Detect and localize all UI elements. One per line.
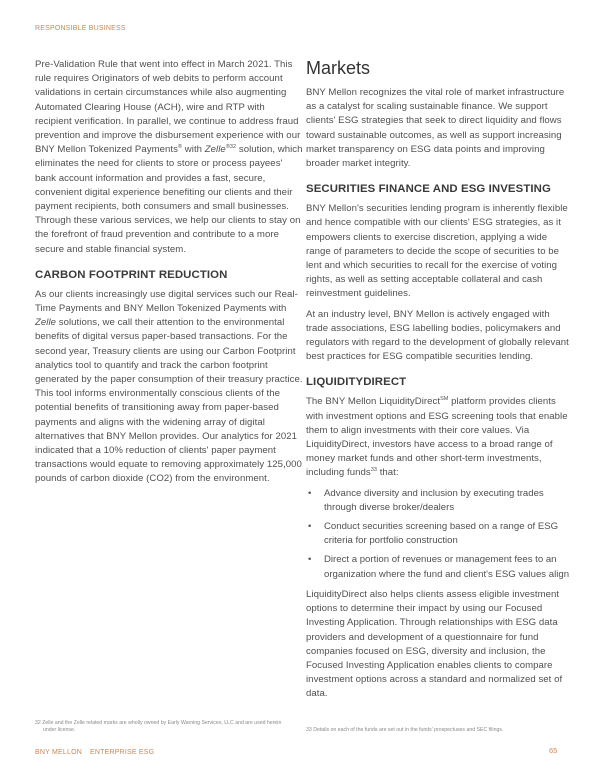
- footer-brand: [35, 749, 154, 756]
- footnote-ref-32: ®32: [225, 144, 237, 151]
- securities-paragraph-1: BNY Mellon's securities lending program is inherently flexible and hence compatible with our clients' ESG strategies, as it empowers clients to exercise discretion, applying a wide range of parameters to decide the scope of securities to be lent and which securities to recall for the exercise of voting rights, as well as setting acceptable collateral and cash reinvestment guidelines.: [306, 203, 568, 300]
- bullet-text: Conduct securities screening based on a range of ESG criteria for portfolio construction: [324, 521, 559, 547]
- liquidity-paragraph-2: LiquidityDirect also helps clients assess eligible investment options to determine their impact by using our Focused Investing Application. Through relationships with ESG data providers and development of a questionnaire for fund companies focused on ESG, diversity and inclusion, the Focused Investing Application enables clients to compare investment options across a standard and normalized set of data.: [306, 588, 563, 700]
- carbon-footprint-heading: CARBON FOOTPRINT REDUCTION: [35, 268, 228, 281]
- liquiditydirect-heading: LIQUIDITYDIRECT: [306, 376, 407, 389]
- bullet-icon: •: [308, 554, 312, 566]
- list-item: [306, 520, 571, 548]
- liquidity-bullet-list: [306, 487, 571, 582]
- footer-brand-name: BNY MELLON: [35, 749, 82, 756]
- securities-paragraph-2: At an industry level, BNY Mellon is actively engaged with trade associations, ESG labelling bodies, policymakers and regulators with regard to the development of globally relevant best practices for ESG compatible securities lending.: [306, 308, 569, 363]
- footnote-33: 33 Details on each of the funds are set out in the funds' prospectuses and SEC filings.: [306, 727, 504, 733]
- left-column: [35, 58, 303, 493]
- carbon-text-2: solutions, we call their attention to the environmental benefits of digital versus paper-based transactions. For the second year, Treasury clients are using our Carbon Footprint analytics tool to quantify and track the carbon footprint generated by the paper consumption of their treasury practice. This tool informs environmentally conscious clients of the potential benefits of transitioning away from paper-based payments and aligns with the widening array of digital alternatives that BNY Mellon provides. Our analytics for 2021 indicated that a 10% reduction of clients' paper payment transactions would equate to removing approximately 125,000 pounds of carbon dioxide (CO2) from the environment.: [35, 317, 303, 485]
- markets-paragraph: BNY Mellon recognizes the vital role of market infrastructure as a catalyst for scaling sustainable finance. We support clients' ESG strategies that seek to direct liquidity and flows toward sustainable outcomes, as well as support increasing market transparency on ESG data points and improving broader market integrity.: [306, 87, 565, 170]
- securities-finance-heading: SECURITIES FINANCE AND ESG INVESTING: [306, 183, 551, 196]
- footnote-32: 32 Zelle and the Zelle related marks are wholly owned by Early Warning Services, LLC and are used herein under license.: [35, 720, 282, 733]
- service-mark: SM: [440, 396, 449, 403]
- bullet-icon: •: [308, 487, 312, 499]
- list-item: [306, 487, 571, 515]
- intro-text-1: Pre-Validation Rule that went into effect in March 2021. This rule requires Originators of web debits to perform account validations in certain circumstances while also augmenting Automated Clearing House (ACH), wire and RTP with recipient verification. In parallel, we continue to address fraud prevention and improve the disbursement experience with our BNY Mellon Tokenized Payments: [35, 59, 301, 156]
- section-label: RESPONSIBLE BUSINESS: [35, 25, 126, 32]
- bullet-icon: •: [308, 521, 312, 533]
- bullet-text: Direct a portion of revenues or management fees to an organization where the fund and client's ESG values align: [324, 554, 570, 580]
- liquidity-text-2: platform provides clients with investment options and ESG screening tools that enable them to align investments with their core values. Via LiquidityDirect, investors have access to a broad range of money market funds and other short-term investments, including funds: [306, 396, 568, 479]
- carbon-paragraph: [35, 288, 303, 487]
- liquidity-text-3: that:: [376, 467, 399, 479]
- liquidity-paragraph-1: [306, 395, 571, 480]
- intro-text-2: with: [182, 144, 205, 156]
- zelle-brand: Zelle: [35, 317, 57, 329]
- zelle-brand: Zelle: [204, 144, 226, 156]
- intro-paragraph: [35, 58, 303, 257]
- intro-text-3: solution, which eliminates the need for clients to store or process payees' bank account information and provides a fast, secure, convenient digital experience benefiting our clients and their payment recipients, both consumers and small businesses. Through these various services, we help our clients to stay on the forefront of fraud prevention and contribute to a more secure and stable financial system.: [35, 144, 303, 255]
- footer-report-name: ENTERPRISE ESG: [90, 749, 155, 756]
- page-number: 65: [549, 746, 558, 755]
- footnote-ref-33: 33: [370, 467, 377, 474]
- registered-mark: ®: [177, 144, 183, 151]
- markets-heading: Markets: [306, 58, 371, 78]
- liquidity-text-1: The BNY Mellon LiquidityDirect: [306, 396, 441, 408]
- list-item: [306, 553, 571, 581]
- right-column: [306, 58, 571, 708]
- carbon-text-1: As our clients increasingly use digital services such our Real-Time Payments and BNY Mellon Tokenized Payments with: [35, 288, 298, 315]
- bullet-text: Advance diversity and inclusion by executing trades through diverse broker/dealers: [324, 487, 544, 513]
